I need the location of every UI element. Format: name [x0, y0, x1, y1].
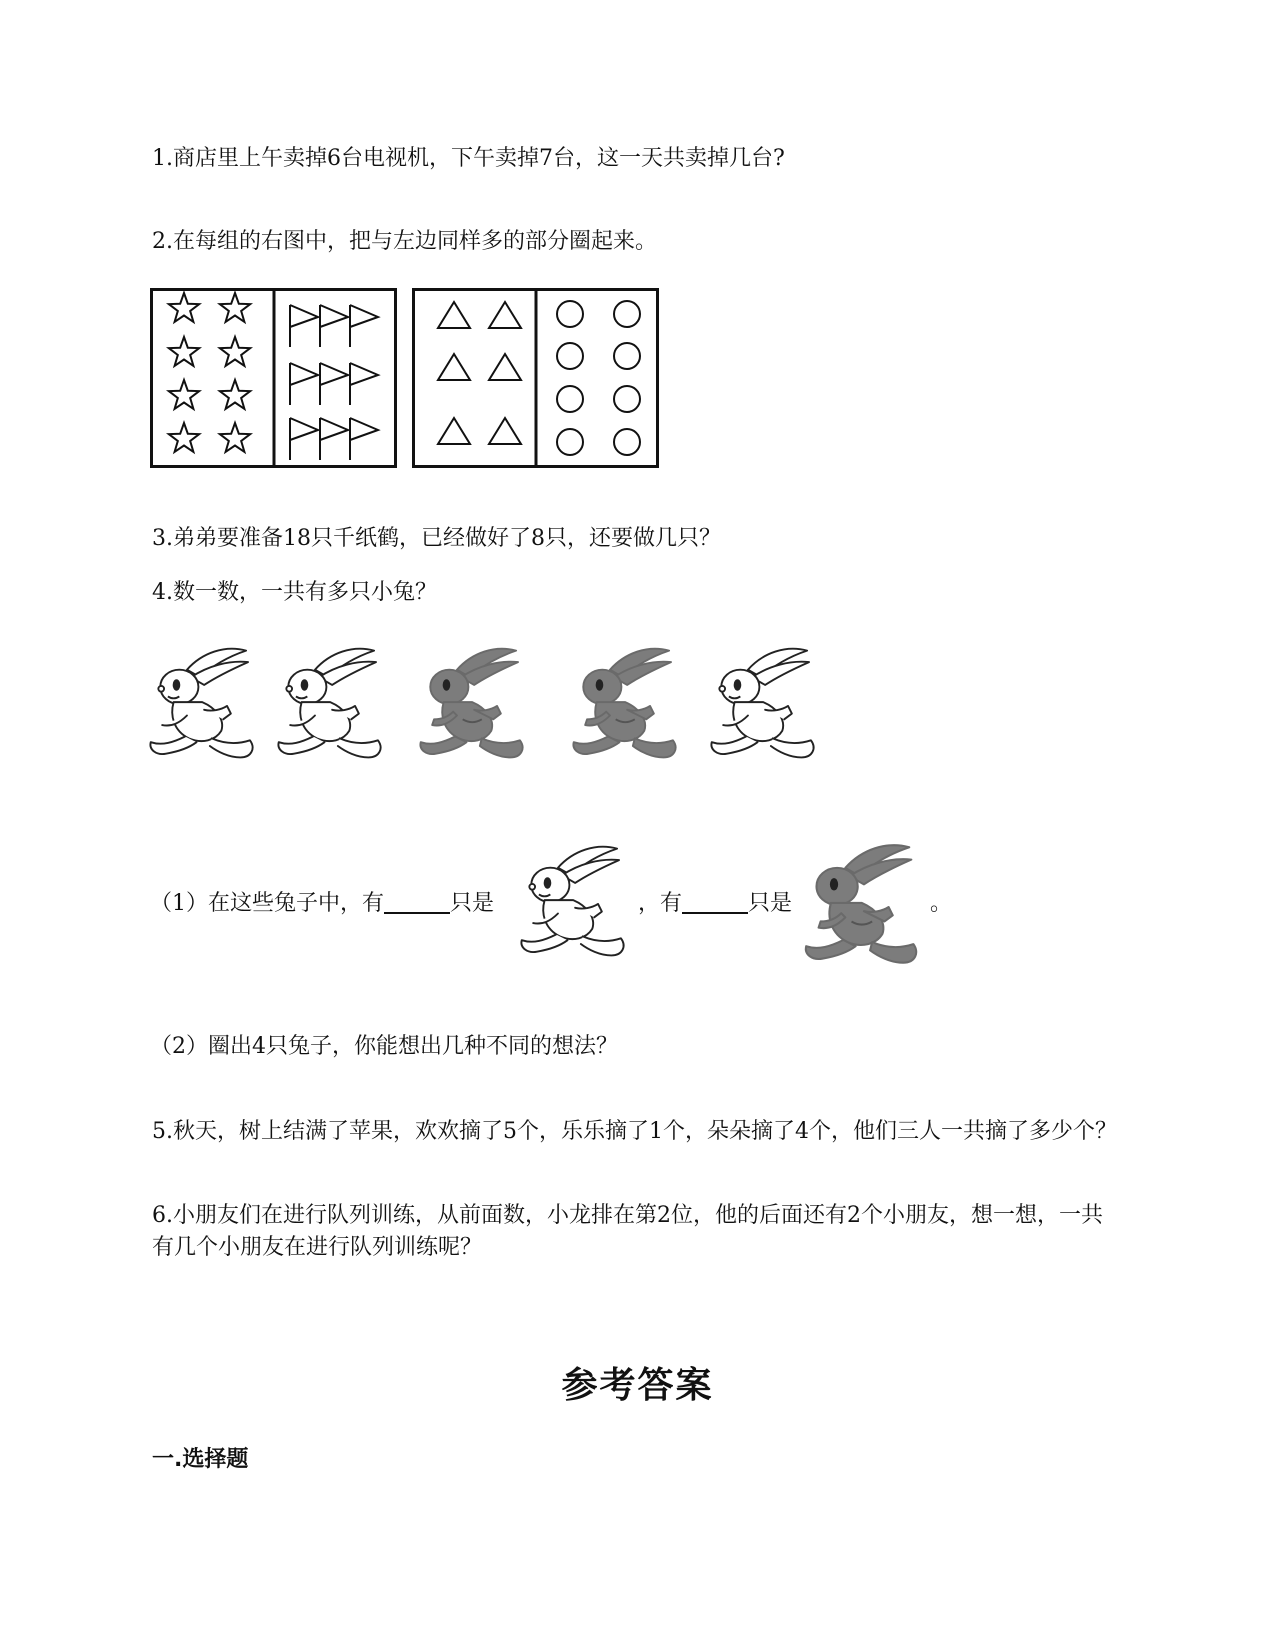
question-3: 3.弟弟要准备18只千纸鹤，已经做好了8只，还要做几只？ — [152, 526, 721, 551]
q4-sub2: （2）圈出4只兔子，你能想出几种不同的想法？ — [150, 1034, 618, 1059]
group-2 — [414, 290, 658, 467]
star-icon — [169, 293, 250, 452]
flag-icon — [350, 305, 378, 347]
section-title: 一.选择题 — [152, 1447, 249, 1472]
circle-icon — [557, 343, 583, 369]
group-1 — [152, 290, 396, 467]
triangle-icon — [489, 418, 521, 444]
rabbit-white — [706, 640, 830, 770]
q4-sub1-end: 。 — [930, 891, 953, 916]
circle-icon — [614, 301, 640, 327]
flag-icon — [290, 418, 318, 460]
flag-icon — [290, 363, 318, 405]
answer-title: 参考答案 — [561, 1365, 714, 1406]
question-4: 4.数一数，一共有多只小兔？ — [152, 580, 437, 605]
question-2: 2.在每组的右图中，把与左边同样多的部分圈起来。 — [152, 229, 657, 254]
rabbit-gray-sample — [800, 836, 934, 976]
triangle-icon — [438, 302, 521, 444]
q4-sub1 — [150, 888, 494, 920]
circle-icon — [614, 343, 640, 369]
rabbit-white-sample — [516, 838, 640, 968]
circle-icon — [614, 429, 640, 455]
flag-icon — [350, 363, 378, 405]
answer-blank-2[interactable] — [682, 892, 748, 914]
triangle-icon — [489, 354, 521, 380]
circle-icon — [557, 386, 583, 412]
q4-sub1-text-d: 只是 — [748, 891, 793, 916]
rabbit-gray — [568, 640, 692, 770]
matching-figure — [150, 288, 662, 470]
circle-icon — [557, 301, 640, 455]
circle-icon — [614, 386, 640, 412]
question-1: 1.商店里上午卖掉6台电视机，下午卖掉7台，这一天共卖掉几台? — [152, 146, 785, 171]
rabbit-white — [273, 640, 397, 770]
circle-icon — [557, 429, 583, 455]
rabbit-gray — [415, 640, 539, 770]
q4-sub1-text-b: 只是 — [450, 891, 495, 916]
q4-sub1-text-a: （1）在这些兔子中，有 — [150, 891, 384, 916]
rabbit-white — [145, 640, 269, 770]
question-5: 5.秋天，树上结满了苹果，欢欢摘了5个，乐乐摘了1个，朵朵摘了4个，他们三人一共摘了多少个？ — [152, 1119, 1117, 1144]
answer-blank-1[interactable] — [384, 892, 450, 914]
q4-sub1-text-c: ，有 — [638, 891, 683, 916]
flag-icon — [350, 418, 378, 460]
triangle-icon — [489, 302, 521, 328]
triangle-icon — [438, 354, 470, 380]
question-6: 6.小朋友们在进行队列训练，从前面数，小龙排在第2位，他的后面还有2个小朋友，想一想，一共有几个小朋友在进行队列训练呢？ — [152, 1203, 1103, 1260]
flag-icon — [320, 305, 348, 347]
circle-icon — [557, 301, 583, 327]
q4-sub1-part2 — [638, 888, 792, 920]
flag-icon — [320, 418, 348, 460]
triangle-icon — [438, 302, 470, 328]
flag-icon — [290, 305, 318, 347]
flag-icon — [290, 305, 378, 460]
flag-icon — [320, 363, 348, 405]
triangle-icon — [438, 418, 470, 444]
